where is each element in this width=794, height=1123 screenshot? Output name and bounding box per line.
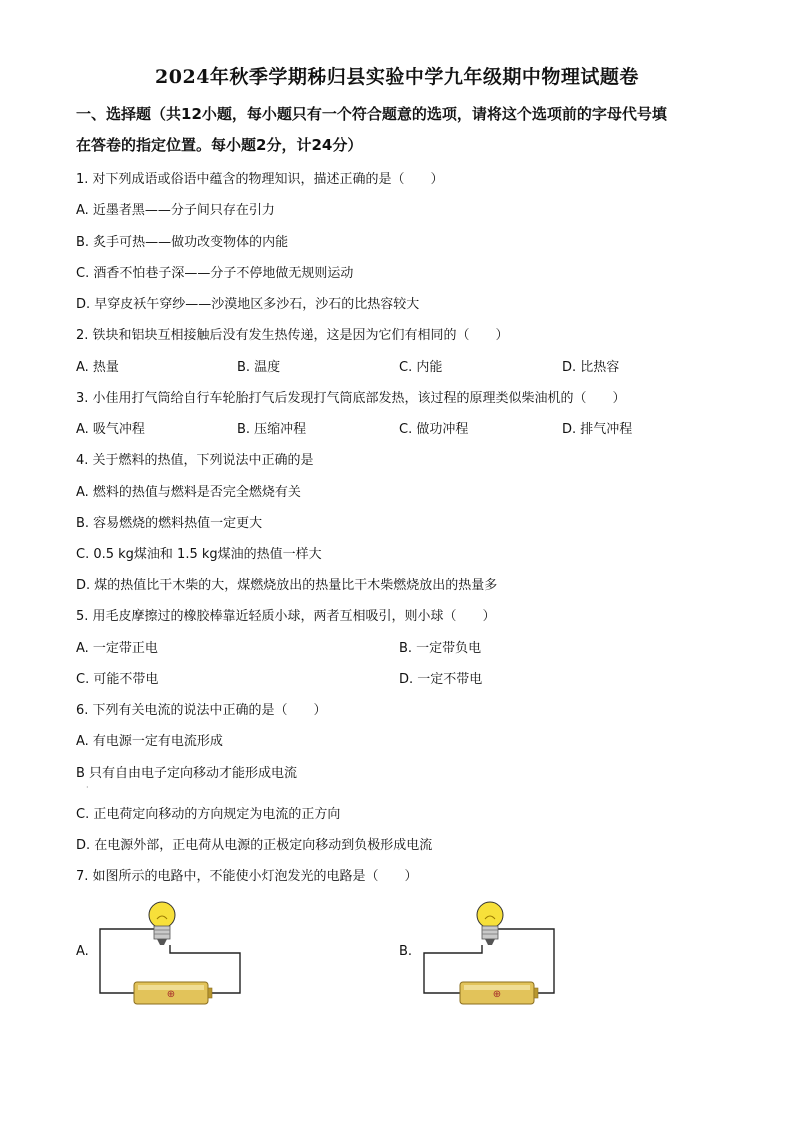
question-6-option-c: C. 正电荷定向移动的方向规定为电流的正方向 (76, 807, 341, 822)
question-4-option-c: C. 0.5 kg煤油和 1.5 kg煤油的热值一样大 (76, 547, 322, 562)
circuit-a-diagram (96, 895, 246, 1010)
question-1-option-c: C. 酒香不怕巷子深——分子不停地做无规则运动 (76, 266, 354, 281)
question-3-option-b: B. 压缩冲程 (237, 422, 307, 437)
question-6-option-b: B 只有自由电子定向移动才能形成电流 (76, 766, 298, 781)
question-3-option-d: D. 排气冲程 (562, 422, 633, 437)
question-2-option-b: B. 温度 (237, 360, 281, 375)
question-5-option-b: B. 一定带负电 (399, 641, 482, 656)
question-5-option-c: C. 可能不带电 (76, 672, 159, 687)
battery-positive-symbol: ⊕ (166, 989, 176, 1000)
question-7-stem: 7. 如图所示的电路中，不能使小灯泡发光的电路是（ ） (76, 869, 418, 884)
section-heading-line-2: 在答卷的指定位置。每小题2分，计24分） (76, 136, 363, 154)
lightbulb-icon (149, 902, 175, 945)
question-4-option-b: B. 容易燃烧的燃料热值一定更大 (76, 516, 263, 531)
question-1-option-d: D. 早穿皮袄午穿纱——沙漠地区多沙石，沙石的比热容较大 (76, 297, 420, 312)
stray-mark: · (86, 783, 89, 792)
question-2-option-d: D. 比热容 (562, 360, 620, 375)
question-4-option-a: A. 燃料的热值与燃料是否完全燃烧有关 (76, 485, 301, 500)
question-1-option-a: A. 近墨者黑——分子间只存在引力 (76, 203, 275, 218)
question-1-stem: 1. 对下列成语或俗语中蕴含的物理知识，描述正确的是（ ） (76, 172, 444, 187)
circuit-b-diagram (420, 895, 570, 1010)
question-3-option-c: C. 做功冲程 (399, 422, 469, 437)
page-title: 2024年秋季学期秭归县实验中学九年级期中物理试题卷 (155, 66, 639, 88)
battery-positive-symbol: ⊕ (492, 989, 502, 1000)
question-3-stem: 3. 小佳用打气筒给自行车轮胎打气后发现打气筒底部发热，该过程的原理类似柴油机的（ ） (76, 391, 626, 406)
battery-icon (460, 982, 538, 1004)
question-6-option-d: D. 在电源外部，正电荷从电源的正极定向移动到负极形成电流 (76, 838, 433, 853)
question-2-option-a: A. 热量 (76, 360, 119, 375)
battery-icon (134, 982, 212, 1004)
question-5-stem: 5. 用毛皮摩擦过的橡胶棒靠近轻质小球，两者互相吸引，则小球（ ） (76, 609, 496, 624)
lightbulb-icon (477, 902, 503, 945)
question-1-option-b: B. 炙手可热——做功改变物体的内能 (76, 235, 289, 250)
question-2-option-c: C. 内能 (399, 360, 443, 375)
section-heading-line-1: 一、选择题（共12小题，每小题只有一个符合题意的选项，请将这个选项前的字母代号填 (76, 105, 667, 123)
question-4-option-d: D. 煤的热值比干木柴的大，煤燃烧放出的热量比干木柴燃烧放出的热量多 (76, 578, 498, 593)
question-4-stem: 4. 关于燃料的热值，下列说法中正确的是 (76, 453, 314, 468)
question-6-option-a: A. 有电源一定有电流形成 (76, 734, 223, 749)
question-6-stem: 6. 下列有关电流的说法中正确的是（ ） (76, 703, 327, 718)
circuit-a-label: A. (76, 944, 89, 959)
question-3-option-a: A. 吸气冲程 (76, 422, 145, 437)
circuit-b-label: B. (399, 944, 413, 959)
question-2-stem: 2. 铁块和铝块互相接触后没有发生热传递，这是因为它们有相同的（ ） (76, 328, 509, 343)
question-5-option-d: D. 一定不带电 (399, 672, 483, 687)
question-5-option-a: A. 一定带正电 (76, 641, 158, 656)
